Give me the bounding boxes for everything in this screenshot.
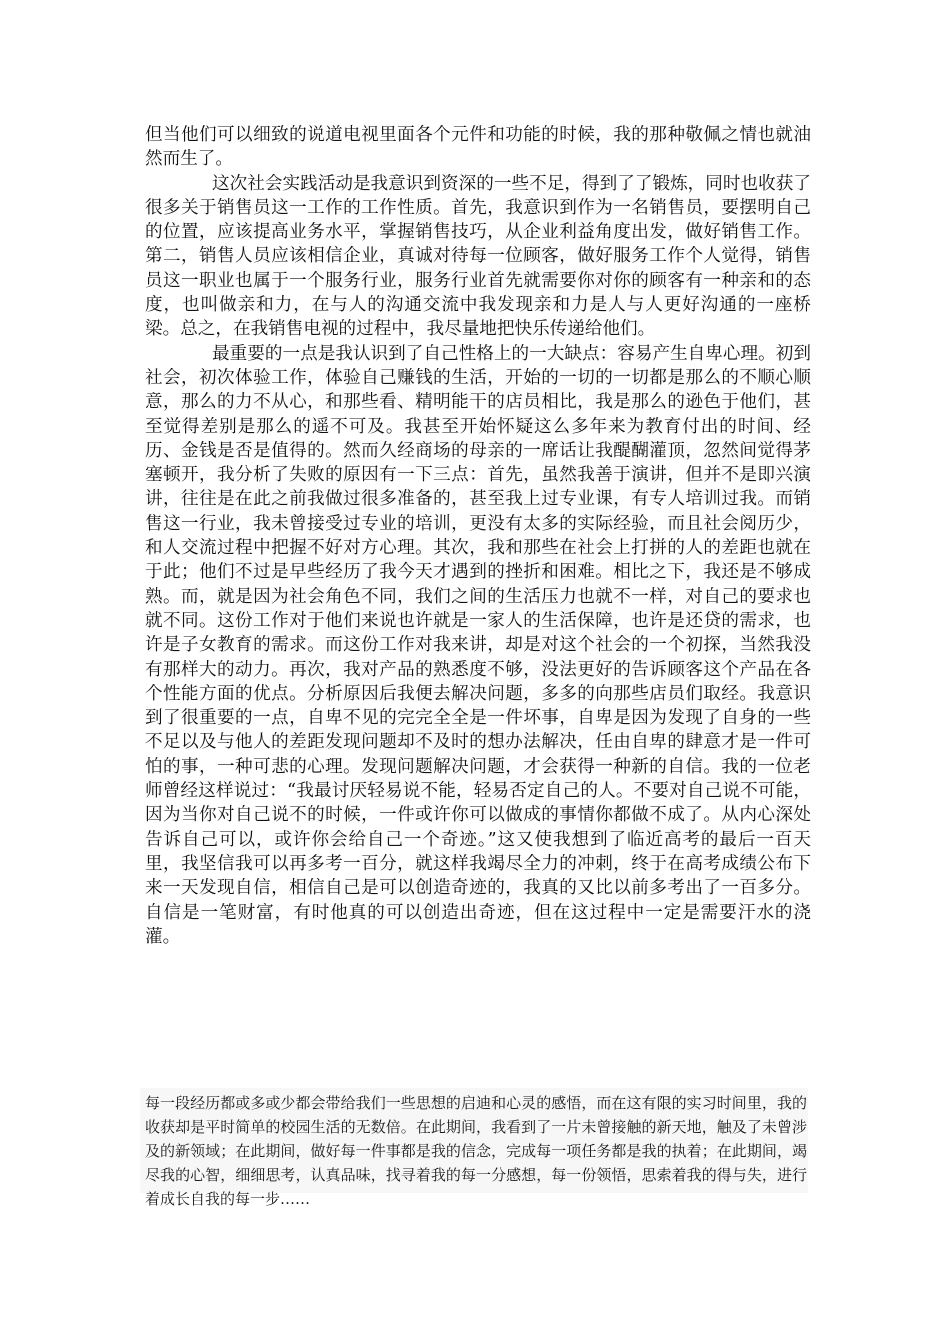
paragraph-summary: 每一段经历都或多或少都会带给我们一些思想的启迪和心灵的感悟，而在这有限的实习时间里，我的收获却是平时简单的校园生活的无数倍。在此期间，我看到了一片未曾接触的新天地，触及了未曾涉及的新领域；在此期间，做好每一件事都是我的信念，完成每一项任务都是我的执着；在此期间，竭尽我的心智，细细思考，认真品味，找寻着我的每一分感想，每一份领悟，思索着我的得与失，进行着成长自我的每一步……: [145, 1094, 807, 1208]
summary-text-block: [145, 1091, 807, 1211]
document-body: [145, 123, 811, 949]
paragraph-sales-reflection: 这次社会实践活动是我意识到资深的一些不足，得到了了锻炼，同时也收获了很多关于销售员这一工作的工作性质。首先，我意识到作为一名销售员，要摆明自己的位置，应该提高业务水平，掌握销售技巧，从企业利益角度出发，做好销售工作。第二，销售人员应该相信企业，真诚对待每一位顾客，做好服务工作个人觉得，销售员这一职业也属于一个服务行业，服务行业首先就需要你对你的顾客有一种亲和的态度，也叫做亲和力，在与人的沟通交流中我发现亲和力是人与人更好沟通的一座桥梁。总之，在我销售电视的过程中，我尽量地把快乐传递给他们。: [145, 173, 811, 340]
paragraph-self-confidence: 最重要的一点是我认识到了自己性格上的一大缺点：容易产生自卑心理。初到社会，初次体验工作，体验自己赚钱的生活，开始的一切的一切都是那么的不顺心顺意，那么的力不从心，和那些看、精明能干的店员相比，我是那么的逊色于他们，甚至觉得差别是那么的遥不可及。我甚至开始怀疑这么多年来为教育付出的时间、经历、金钱是否是值得的。然而久经商场的母亲的一席话让我醍醐灌顶，忽然间觉得茅塞顿开，我分析了失败的原因有一下三点：首先，虽然我善于演讲，但并不是即兴演讲，往往是在此之前我做过很多准备的，甚至我上过专业课，有专人培训过我。而销售这一行业，我未曾接受过专业的培训，更没有太多的实际经验，而且社会阅历少，和人交流过程中把握不好对方心理。其次，我和那些在社会上打拼的人的差距也就在于此；他们不过是早些经历了我今天才遇到的挫折和困难。相比之下，我还是不够成熟。而，就是因为社会角色不同，我们之间的生活压力也就不一样，对自己的要求也就不同。这份工作对于他们来说也许就是一家人的生活保障，也许是还贷的需求，也许是子女教育的需求。而这份工作对我来讲，却是对这个社会的一个初探，当然我没有那样大的动力。再次，我对产品的熟悉度不够，没法更好的告诉顾客这个产品在各个性能方面的优点。分析原因后我便去解决问题，多多的向那些店员们取经。我意识到了很重要的一点，自卑不见的完完全全是一件坏事，自卑是因为发现了自身的一些不足以及与他人的差距发现问题却不及时的想办法解决，任由自卑的肆意才是一件可怕的事，一种可悲的心理。发现问题解决问题，才会获得一种新的自信。我的一位老师曾经这样说过：“我最讨厌轻易说不能，轻易否定自己的人。不要对自己说不可能，因为当你对自己说不的时候，一件或许你可以做成的事情你都做不成了。从内心深处告诉自己可以，或许你会给自己一个奇迹。”这又使我想到了临近高考的最后一百天里，我坚信我可以再多考一百分，就这样我竭尽全力的冲刺，终于在高考成绩公布下来一天发现自信，相信自己是可以创造奇迹的，我真的又比以前多考出了一百多分。自信是一笔财富，有时他真的可以创造出奇迹，但在这过程中一定是需要汗水的浇灌。: [145, 343, 811, 947]
paragraph-continuation: 但当他们可以细致的说道电视里面各个元件和功能的时候，我的那种敬佩之情也就油然而生了。: [145, 125, 811, 170]
